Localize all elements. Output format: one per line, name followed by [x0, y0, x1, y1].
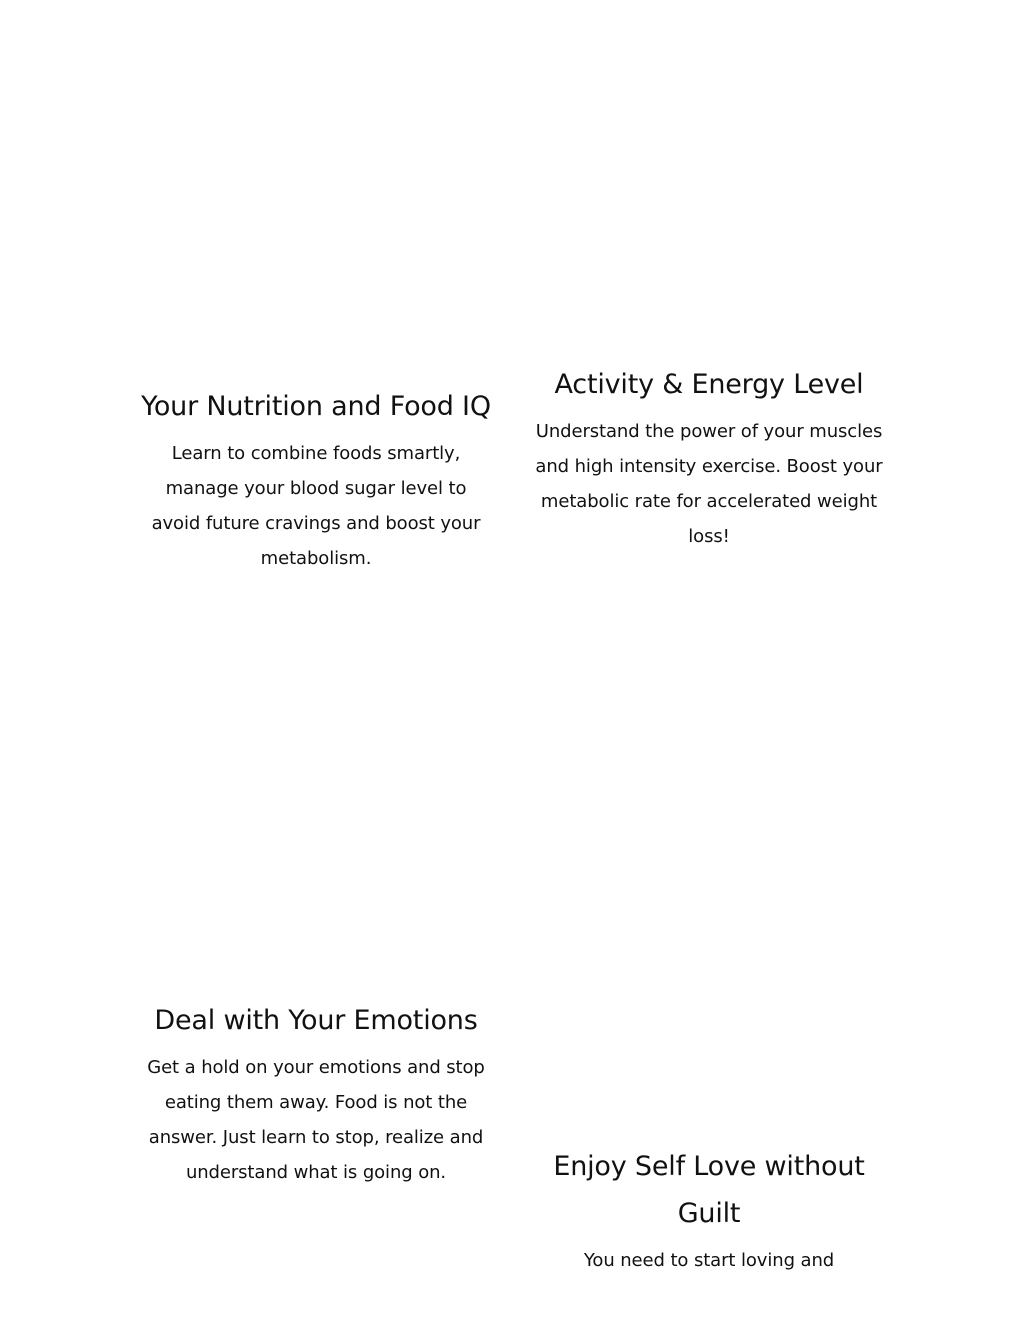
feature-description: Learn to combine foods smartly, manage your blood sugar level to avoid future cravings and boost your metabolism. [151, 443, 481, 569]
feature-card-self-love [532, 1143, 886, 1278]
feature-description: Understand the power of your muscles and high intensity exercise. Boost your metabolic rate for accelerated weight loss! [535, 421, 883, 547]
feature-card-emotions [136, 997, 496, 1190]
feature-description: Get a hold on your emotions and stop eating them away. Food is not the answer. Just learn to stop, realize and understand what is going on. [147, 1057, 485, 1183]
feature-title: Activity & Energy Level [554, 369, 864, 400]
feature-card-activity [528, 361, 890, 554]
feature-title: Deal with Your Emotions [154, 1005, 478, 1036]
feature-description: You need to start loving and [583, 1250, 835, 1271]
feature-title: Your Nutrition and Food IQ [141, 391, 491, 422]
feature-card-nutrition [140, 383, 492, 576]
feature-title: Enjoy Self Love without Guilt [553, 1151, 865, 1229]
